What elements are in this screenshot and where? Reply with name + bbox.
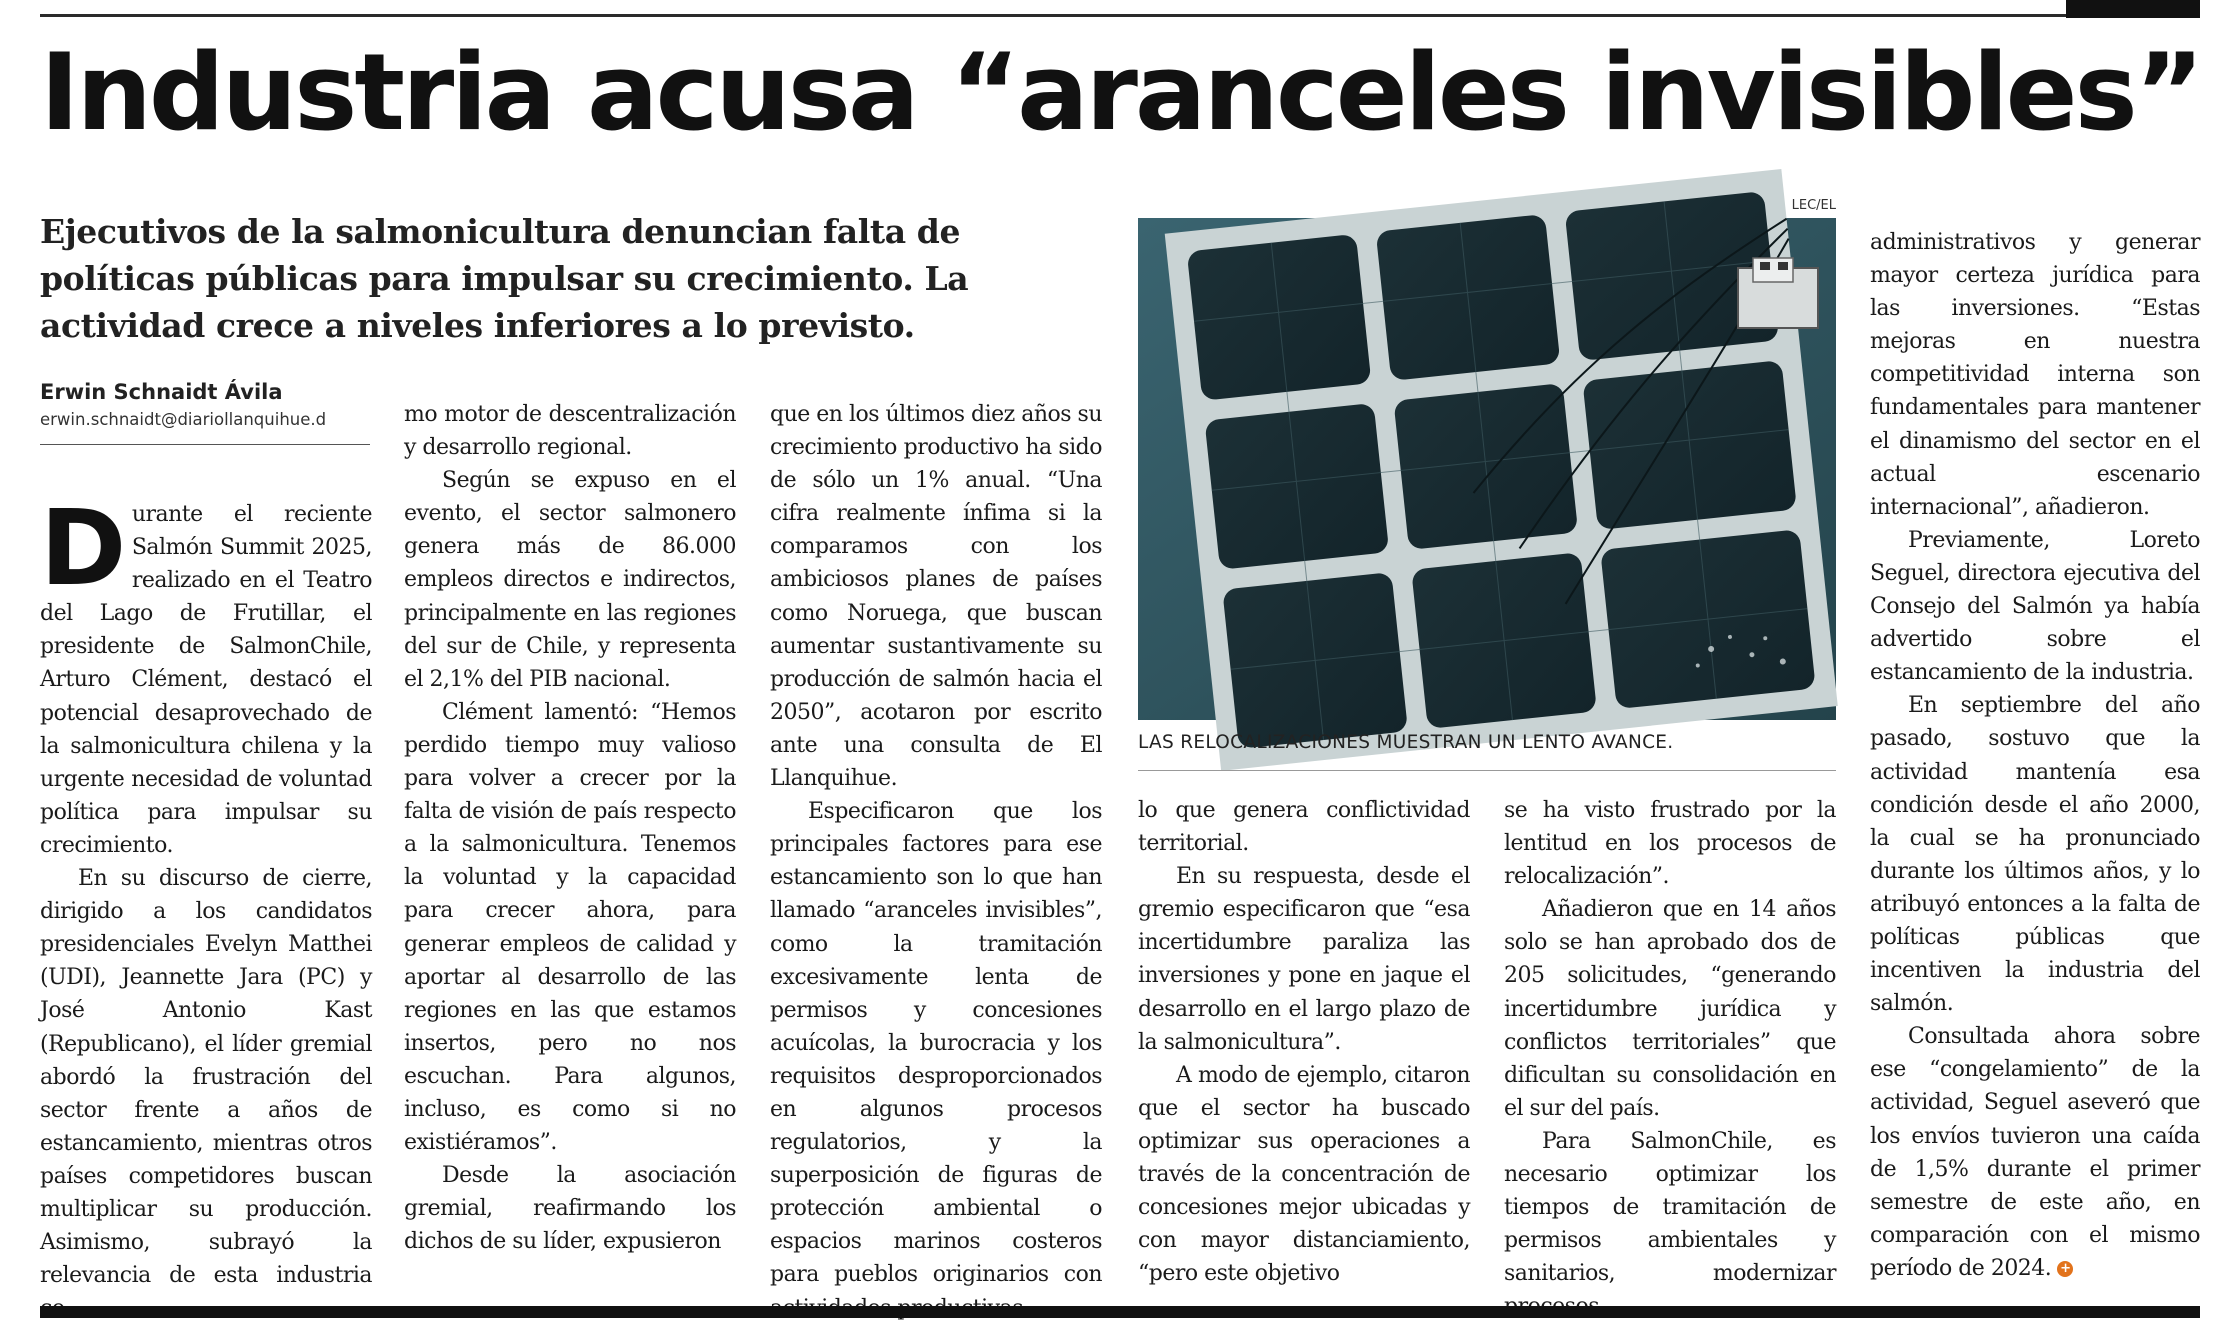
paragraph: que en los últimos diez años su crecimiento productivo ha sido de sólo un 1% anual. “Una cifra realmente ínfima si la comparamos con los ambiciosos planes de países como Noruega, que buscan aumentar sustantivamente su producción de salmón hacia el 2050”, acotaron por escrito ante una consulta de El Llanquihue. [770, 402, 1102, 792]
article-column-6 [1870, 226, 2200, 1300]
paragraph: administrativos y generar mayor certeza jurídica para las inversiones. “Estas mejoras en nuestra competitividad interna son fundamentales para mantener el dinamismo del sector en el actual escenario internacional”, añadieron. [1870, 230, 2200, 520]
headline: Industria acusa “aranceles invisibles” [40, 31, 2202, 154]
paragraph: se ha visto frustrado por la lentitud en los procesos de relocalización”. [1504, 798, 1836, 890]
paragraph: Según se expuso en el evento, el sector salmonero genera más de 86.000 empleos directos e indirectos, principalmente en las regiones del sur de Chile, y representa el 2,1% del PIB nacional. [404, 468, 736, 692]
byline-rule [40, 444, 370, 445]
caption-rule [1138, 770, 1836, 771]
photo-credit: LEC/EL [1791, 198, 1836, 213]
paragraph: En septiembre del año pasado, sostuvo que la actividad mantenía esa condición desde el año 2000, la cual se ha pronunciado durante los últimos años, y lo atribuyó entonces a la falta de políticas públicas que incentiven la industria del salmón. [1870, 693, 2200, 1017]
paragraph: Previamente, Loreto Seguel, directora ejecutiva del Consejo del Salmón ya había advertido sobre el estancamiento de la industria. [1870, 527, 2200, 686]
paragraph: Añadieron que en 14 años solo se han aprobado dos de 205 solicitudes, “generando incertidumbre jurídica y conflictos territoriales” que dificultan su consolidación en el sur del país. [1504, 897, 1836, 1121]
section-tab [2066, 0, 2200, 18]
paragraph: mo motor de descentralización y desarrollo regional. [404, 402, 736, 461]
paragraph: En su respuesta, desde el gremio especificaron que “esa incertidumbre paraliza las inversiones y pone en jaque el desarrollo en el largo plazo de la salmonicultura”. [1138, 864, 1470, 1055]
byline-name: Erwin Schnaidt Ávila [40, 380, 283, 404]
article-column-3 [770, 398, 1102, 1298]
paragraph: Clément lamentó: “Hemos perdido tiempo muy valioso para volver a crecer por la falta de visión de país respecto a la salmonicultura. Tenemos la voluntad y la capacidad para crecer ahora, para generar empleos de calidad y aportar al desarrollo de las regiones en las que estamos insertos, pero no nos escuchan. Para algunos, incluso, es como si no existiéramos”. [404, 699, 736, 1156]
paragraph: lo que genera conflictividad territorial. [1138, 798, 1470, 857]
deck-subtitle: Ejecutivos de la salmonicultura denuncian falta de políticas públicas para impulsar su crecimiento. La actividad crece a niveles inferiores a lo previsto. [40, 212, 969, 345]
article-column-5 [1504, 794, 1836, 1300]
paragraph: Especificaron que los principales factores para ese estancamiento son lo que han llamado “aranceles invisibles”, como la tramitación excesivamente lenta de permisos y concesiones acuícolas, la burocracia y los requisitos desproporcionados en algunos procesos regulatorios, y la superposición de figuras de protección ambiental o espacios marinos costeros para pueblos originarios con [770, 799, 1102, 1288]
end-of-article-icon: + [2057, 1261, 2073, 1277]
salmon-farm-photo [1138, 218, 1836, 720]
article-column-4 [1138, 794, 1470, 1300]
paragraph: En su discurso de cierre, dirigido a los candidatos presidenciales Evelyn Matthei (UDI), Jeannette Jara (PC) y José Antonio Kast (Republicano), el líder gremial abordó la frustración del sector frente a años de estancamiento, mientras otros países competidores buscan multiplicar su producción. Asimismo, subrayó la relevancia de esta industria [40, 866, 372, 1289]
top-rule [40, 14, 2200, 17]
paragraph: Durante el reciente Salmón Summit 2025, realizado en el Teatro del Lago de Frutillar, el presidente de SalmonChile, Arturo Clément, destacó el potencial desaprovechado de la salmonicultura chilena y la urgente necesidad de voluntad política para impulsar su crecimiento. [40, 487, 372, 858]
salmon-farm-illustration [1138, 218, 1836, 720]
bottom-rule [40, 1306, 2200, 1318]
photo-caption: LAS RELOCALIZACIONES MUESTRAN UN LENTO AVANCE. [1138, 732, 1674, 753]
article-column-2 [404, 398, 736, 1298]
paragraph: A modo de ejemplo, citaron que el sector ha buscado optimizar sus operaciones a través de la concentración de concesiones mejor ubicadas y con mayor distanciamiento, “pero este objetivo [1138, 1062, 1470, 1287]
article-column-1 [40, 487, 372, 1298]
drop-cap: D [40, 487, 126, 609]
paragraph: Consultada ahora sobre ese “congelamiento” de la actividad, Seguel aseveró que los envíos tuvieron una caída de 1,5% durante el primer semestre de este año, en comparación con el mismo período de 2024. + [1870, 1024, 2200, 1281]
paragraph: Para SalmonChile, es necesario optimizar los tiempos de tramitación de permisos ambientales y sanitarios, modernizar [1504, 1128, 1836, 1287]
paragraph: Desde la asociación gremial, reafirmando los dichos de su líder, expusieron [404, 1163, 736, 1255]
byline-email[interactable]: erwin.schnaidt@diariollanquihue.d [40, 410, 327, 429]
